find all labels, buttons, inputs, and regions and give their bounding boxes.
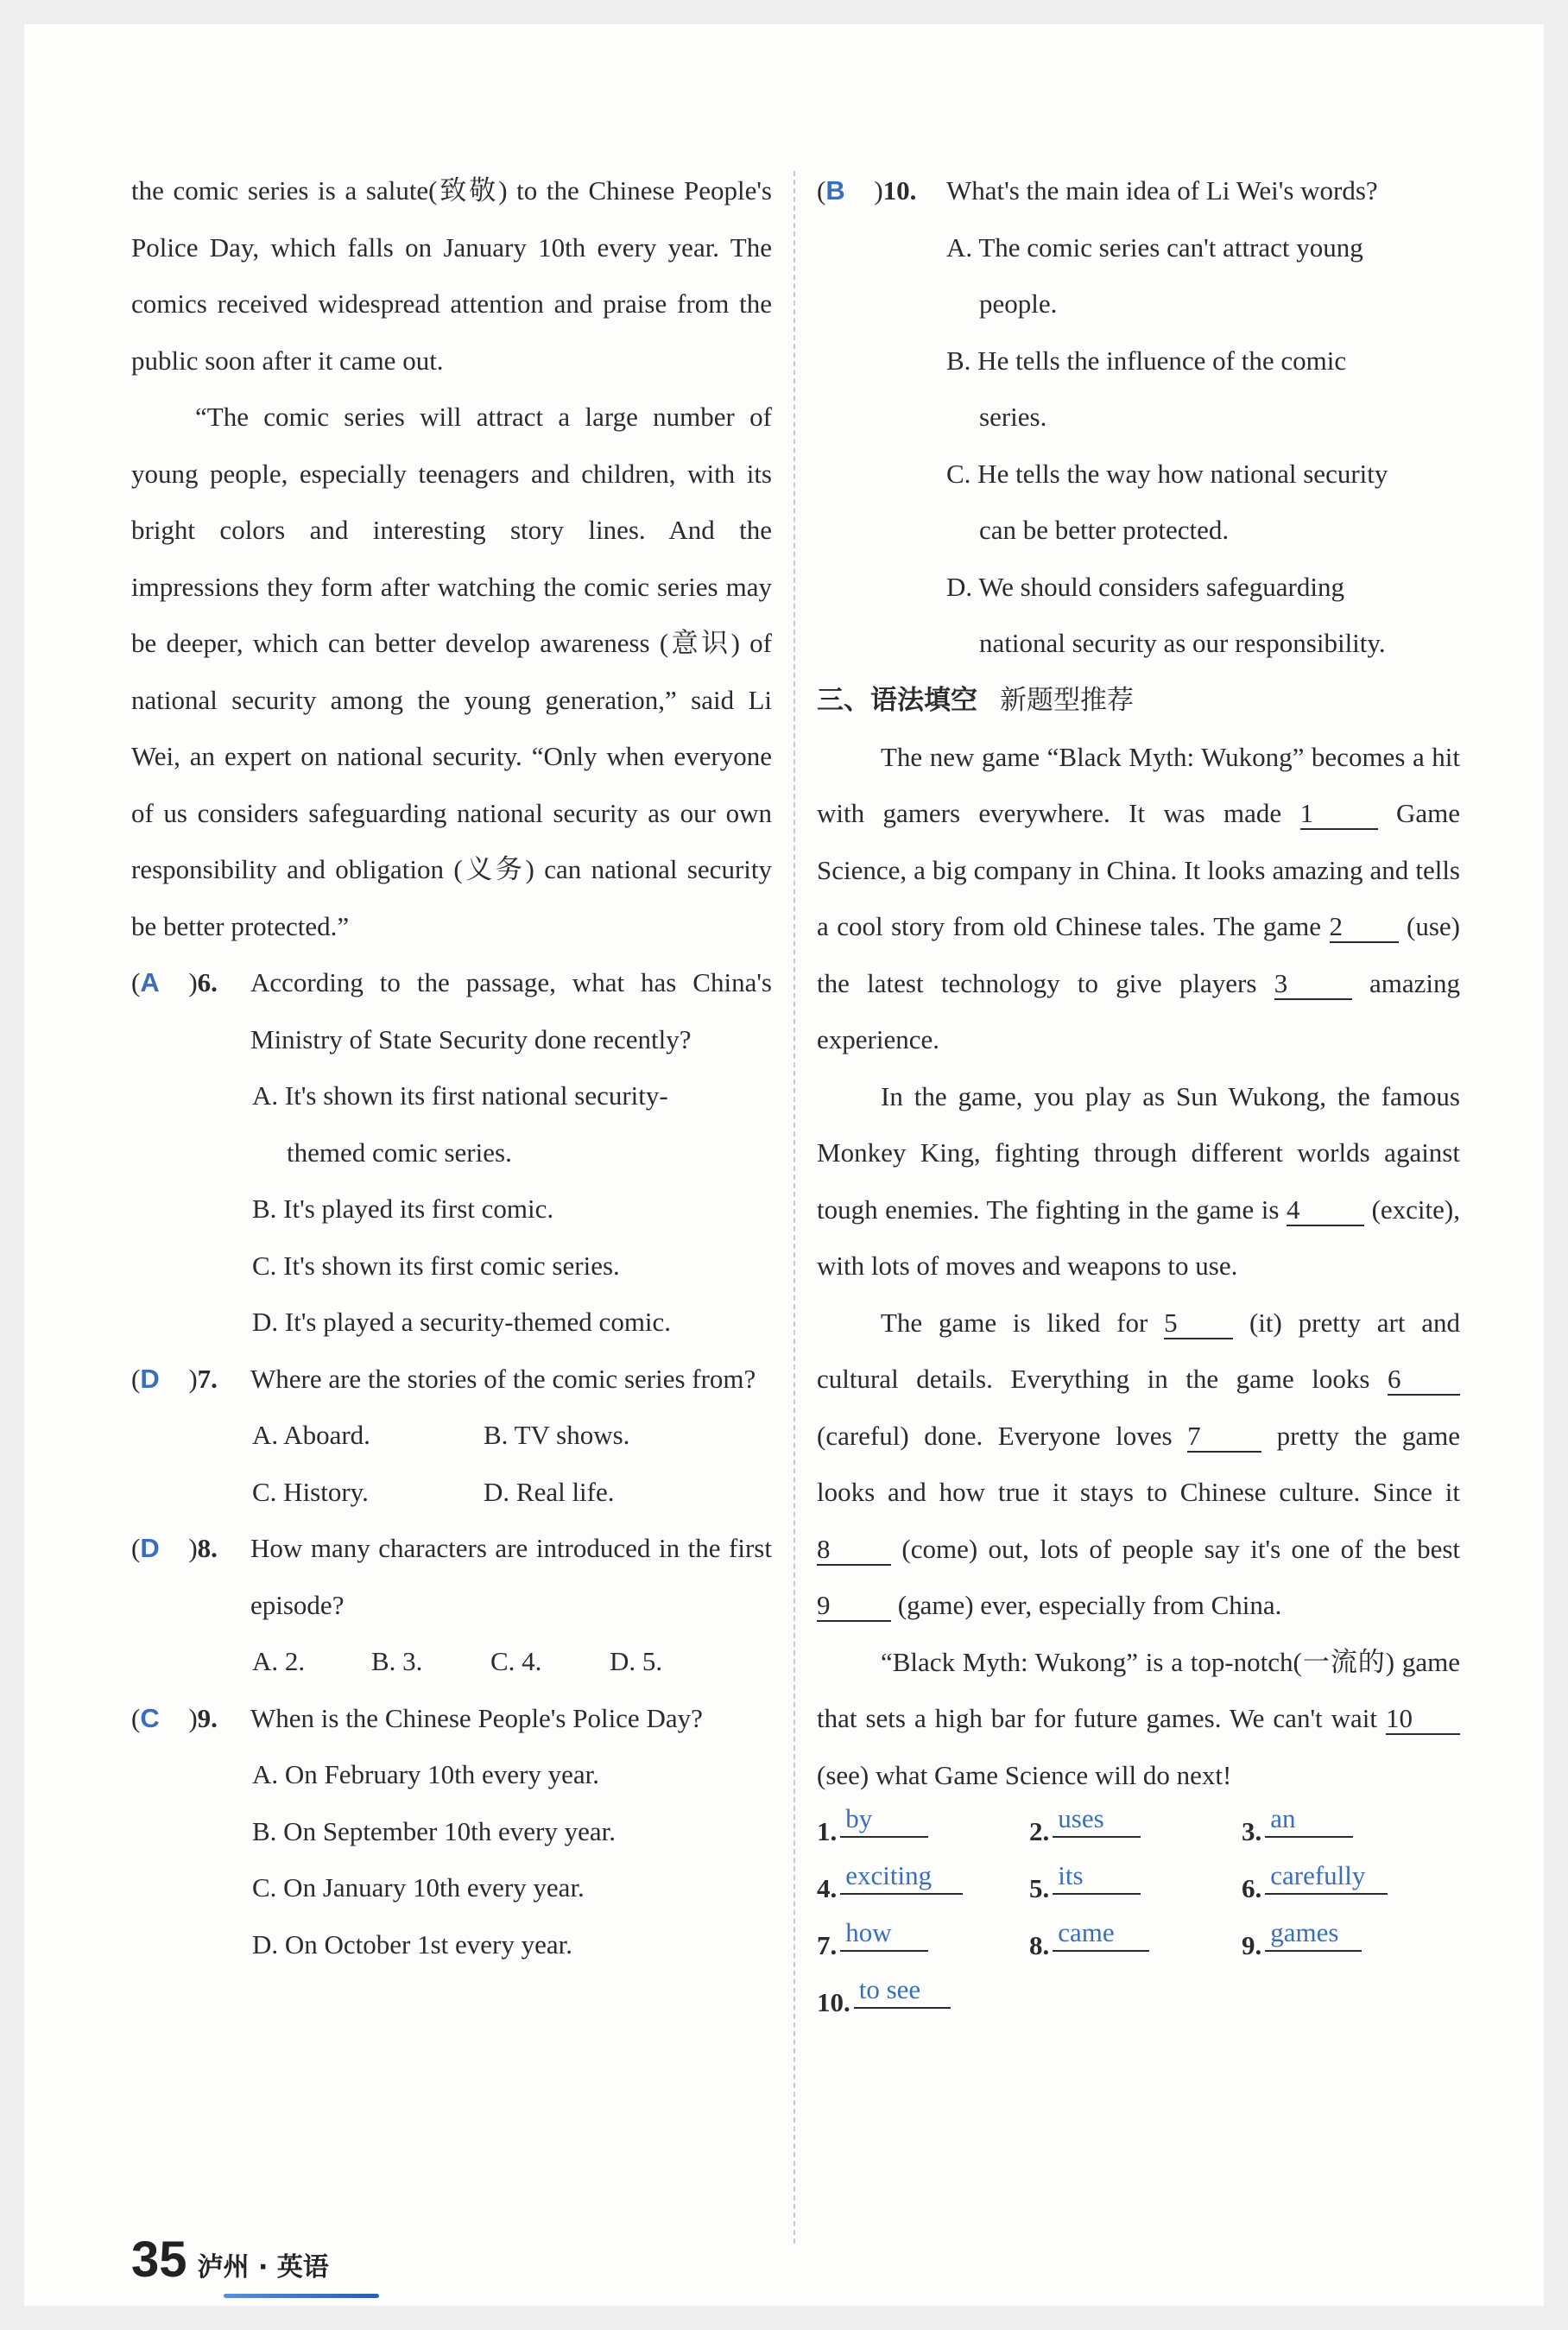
question-10: (B )10. What's the main idea of Li Wei's words? A. The comic series can't attract young people. B. He tells the influence of the comic series. C. He tells the way how national security can be better protected. D. We should considers safeguarding national security as our responsibility.	[817, 162, 1460, 672]
question-6: (A )6. According to the passage, what has China's Ministry of State Security done recently? A. It's shown its first national security- themed comic series. B. It's played its first comic. C. It's shown its first comic series. D. It's played a security-themed comic.	[131, 954, 772, 1351]
option-d: D. On October 1st every year.	[252, 1928, 573, 1960]
answer-item: 2. uses	[1029, 1803, 1242, 1860]
passage-paragraph-2: “The comic series will attract a large number of young people, especially teenagers and children, with its bright colors and interesting story lines. And the impressions they form after watching the comic series may be deeper, which can better develop awareness (意识) of national security among the young generation,” said Li Wei, an expert on national security. “Only when everyone of us considers safeguarding national security as our own responsibility and obligation (义务) can national security be better protected.”	[131, 402, 772, 941]
answer-item: 7. how	[817, 1917, 1029, 1974]
page-footer	[131, 2232, 329, 2288]
answer-6: A	[140, 967, 160, 997]
cloze-paragraph-4: “Black Myth: Wukong” is a top-notch(一流的) game that sets a high bar for future games. We can't wait 10 (see) what Game Science will do next!	[817, 1646, 1460, 1790]
question-stem: According to the passage, what has China's Ministry of State Security done recently?	[250, 967, 772, 1054]
option-a: A. 2.	[252, 1646, 306, 1676]
blank-3: 3	[1274, 969, 1352, 1000]
question-number: 7.	[197, 1363, 218, 1394]
cloze-paragraph-3: The game is liked for 5 (it) pretty art and cultural details. Everything in the game looks 6 (careful) done. Everyone loves 7 pretty the game looks and how true it stays to Chinese culture. Since it 8 (come) out, lots of people say it's one of the best 9 (game) ever, especially from China.	[817, 1307, 1461, 1620]
cloze-paragraph-2: In the game, you play as Sun Wukong, the famous Monkey King, fighting through different worlds against tough enemies. The fighting in the game is 4 (excite), with lots of moves and weapons to use.	[817, 1080, 1460, 1281]
page-number: 35	[131, 2232, 187, 2288]
right-column	[817, 162, 1460, 2031]
left-column	[131, 162, 772, 1972]
answer-8: D	[140, 1533, 160, 1563]
answer-key	[817, 1803, 1460, 2031]
blank-7: 7	[1187, 1421, 1261, 1453]
page-label: 泸州 · 英语	[198, 2251, 329, 2285]
blank-9: 9	[817, 1591, 891, 1622]
option-b: B. 3.	[371, 1646, 423, 1676]
option-a: A. The comic series can't attract young	[946, 231, 1363, 263]
footer-underline	[224, 2294, 379, 2298]
option-d: D. It's played a security-themed comic.	[252, 1307, 672, 1337]
blank-8: 8	[817, 1535, 891, 1566]
option-c: C. He tells the way how national security	[946, 458, 1388, 489]
option-d: D. 5.	[610, 1646, 663, 1676]
blank-2: 2	[1330, 912, 1399, 943]
question-number: 8.	[197, 1533, 218, 1563]
question-number: 9.	[197, 1702, 218, 1733]
question-number: 6.	[197, 967, 218, 997]
option-c: C. 4.	[490, 1646, 542, 1676]
question-9: (C )9. When is the Chinese People's Police Day? A. On February 10th every year. B. On September 10th every year. C. On January 10th every year. D. On October 1st every year.	[131, 1690, 772, 1973]
option-d-cont: national security as our responsibility.	[979, 628, 1386, 658]
answer-item: 1. by	[817, 1803, 1029, 1860]
option-a-cont: themed comic series.	[287, 1137, 512, 1168]
option-b: B. TV shows.	[484, 1420, 630, 1450]
answer-7: D	[140, 1363, 160, 1394]
option-a: A. Aboard.	[252, 1420, 370, 1450]
section-subtitle: 新题型推荐	[1000, 684, 1134, 716]
question-8: (D )8. How many characters are introduced in the first episode? A. 2. B. 3. C. 4. D. 5.	[131, 1520, 772, 1690]
question-stem: Where are the stories of the comic series from?	[250, 1363, 756, 1394]
option-d: D. We should considers safeguarding	[946, 571, 1344, 602]
section-heading	[817, 672, 1460, 729]
answer-9: C	[140, 1702, 160, 1733]
question-stem: When is the Chinese People's Police Day?	[250, 1702, 703, 1733]
answer-item: 5. its	[1029, 1860, 1242, 1917]
option-b: B. It's played its first comic.	[252, 1193, 554, 1224]
option-c-cont: can be better protected.	[979, 515, 1230, 545]
cloze-paragraph-1: The new game “Black Myth: Wukong” becomes a hit with gamers everywhere. It was made 1 Game Science, a big company in China. It looks amazing and tells a cool story from old Chinese tales. The game 2 (use) the latest technology to give players 3 amazing experience.	[817, 741, 1461, 1054]
option-c: C. On January 10th every year.	[252, 1872, 585, 1903]
option-b-cont: series.	[979, 402, 1047, 432]
question-stem: How many characters are introduced in the first episode?	[250, 1533, 772, 1620]
blank-1: 1	[1300, 799, 1378, 830]
option-a: A. It's shown its first national security-	[252, 1080, 668, 1111]
answer-item: 3. an	[1242, 1803, 1454, 1860]
blank-5: 5	[1164, 1308, 1233, 1339]
option-b: B. He tells the influence of the comic	[946, 345, 1347, 376]
section-title: 三、语法填空	[817, 684, 977, 716]
answer-item: 4. exciting	[817, 1860, 1029, 1917]
answer-item: 9. games	[1242, 1917, 1454, 1974]
blank-4: 4	[1287, 1195, 1364, 1226]
option-c: C. History.	[252, 1476, 369, 1507]
column-divider	[793, 171, 795, 2244]
answer-item: 10. to see	[817, 1974, 1029, 2031]
option-b: B. On September 10th every year.	[252, 1815, 616, 1846]
workbook-page	[24, 24, 1544, 2306]
answer-item: 6. carefully	[1242, 1860, 1454, 1917]
question-number: 10.	[882, 175, 917, 206]
option-d: D. Real life.	[484, 1476, 615, 1507]
option-c: C. It's shown its first comic series.	[252, 1250, 620, 1281]
blank-10: 10	[1386, 1704, 1460, 1735]
passage-paragraph-1: the comic series is a salute(致敬) to the Chinese People's Police Day, which falls on January 10th every year. The comics received widespread attention and praise from the public soon after it came out.	[131, 175, 772, 376]
option-a: A. On February 10th every year.	[252, 1759, 600, 1789]
answer-10: B	[825, 175, 845, 206]
answer-item: 8. came	[1029, 1917, 1242, 1974]
option-a-cont: people.	[979, 288, 1058, 319]
blank-6: 6	[1388, 1364, 1460, 1396]
question-stem: What's the main idea of Li Wei's words?	[946, 175, 1378, 206]
question-7: (D )7. Where are the stories of the comic series from? A. Aboard. B. TV shows. C. History. D. Real life.	[131, 1351, 772, 1521]
